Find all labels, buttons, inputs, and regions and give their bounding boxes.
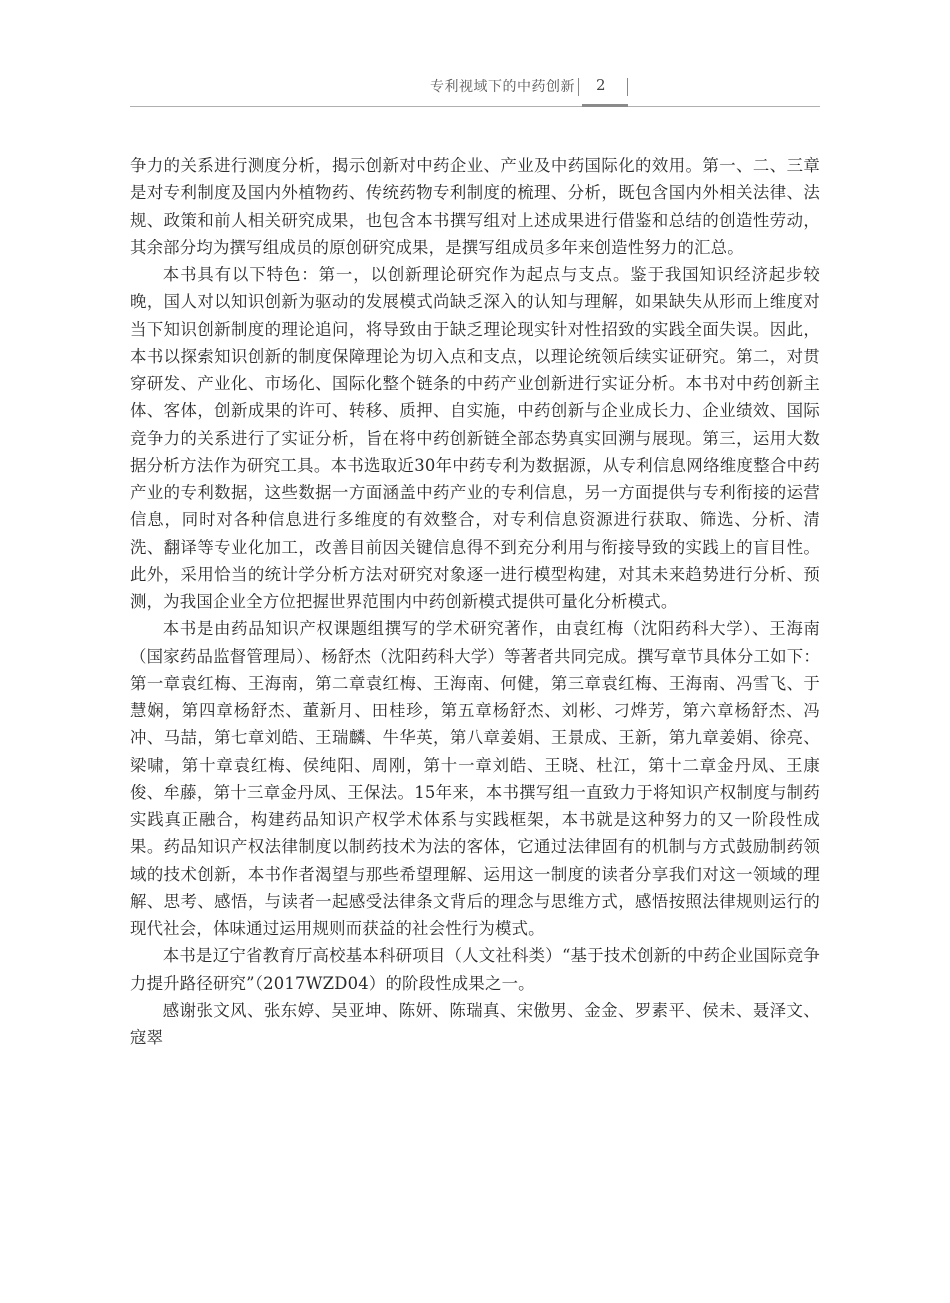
header-divider-right (627, 78, 628, 96)
header-divider-left (578, 78, 579, 96)
header-rule-accent (582, 104, 628, 107)
page-number: 2 (596, 76, 606, 94)
paragraph-authors: 本书是由药品知识产权课题组撰写的学术研究著作，由袁红梅（沈阳药科大学）、王海南（国家药品监督管理局）、杨舒杰（沈阳药科大学）等著者共同完成。撰写章节具体分工如下：第一章袁红梅、王海南，第二章袁红梅、王海南、何健，第三章袁红梅、王海南、冯雪飞、于慧娴，第四章杨舒杰、董新月、田桂珍，第五章杨舒杰、刘彬、刁烨芳，第六章杨舒杰、冯冲、马喆，第七章刘皓、王瑞麟、牛华英，第八章姜娟、王景成、王新，第九章姜娟、徐亮、梁啸，第十章袁红梅、侯纯阳、周刚，第十一章刘皓、王晓、杜江，第十二章金丹凤、王康俊、牟藤，第十三章金丹凤、王保法。15年来，本书撰写组一直致力于将知识产权制度与制药实践真正融合，构建药品知识产权学术体系与实践框架，本书就是这种努力的又一阶段性成果。药品知识产权法律制度以制药技术为法的客体，它通过法律固有的机制与方式鼓励制药领域的技术创新，本书作者渴望与那些希望理解、运用这一制度的读者分享我们对这一领域的理解、思考、感悟，与读者一起感受法律条文背后的理念与思维方式，感悟按照法律规则运行的现代社会，体味通过运用规则而获益的社会性行为模式。 (130, 619, 820, 938)
header-rule (130, 106, 820, 107)
paragraph-continued: 争力的关系进行测度分析，揭示创新对中药企业、产业及中药国际化的效用。第一、二、三章是对专利制度及国内外植物药、传统药物专利制度的梳理、分析，既包含国内外相关法律、法规、政策和前人相关研究成果，也包含本书撰写组对上述成果进行借鉴和总结的创造性劳动，其余部分均为撰写组成员的原创研究成果，是撰写组成员多年来创造性努力的汇总。 (130, 156, 820, 257)
paragraph-acknowledgements: 感谢张文风、张东婷、吴亚坤、陈妍、陈瑞真、宋傲男、金金、罗素平、侯未、聂泽文、寇翠 (130, 1000, 820, 1047)
paragraph-funding: 本书是辽宁省教育厅高校基本科研项目（人文社科类）“基于技术创新的中药企业国际竞争力提升路径研究”（2017WZD04）的阶段性成果之一。 (130, 946, 820, 993)
running-header (130, 72, 820, 108)
running-header-title: 专利视域下的中药创新 (430, 79, 575, 95)
body-text (130, 152, 820, 1051)
paragraph-features: 本书具有以下特色：第一，以创新理论研究作为起点与支点。鉴于我国知识经济起步较晚，国人对以知识创新为驱动的发展模式尚缺乏深入的认知与理解，如果缺失从形而上维度对当下知识创新制度的理论追问，将导致由于缺乏理论现实针对性招致的实践全面失误。因此，本书以探索知识创新的制度保障理论为切入点和支点，以理论统领后续实证研究。第二，对贯穿研发、产业化、市场化、国际化整个链条的中药产业创新进行实证分析。本书对中药创新主体、客体，创新成果的许可、转移、质押、自实施，中药创新与企业成长力、企业绩效、国际竞争力的关系进行了实证分析，旨在将中药创新链全部态势真实回溯与展现。第三，运用大数据分析方法作为研究工具。本书选取近30年中药专利为数据源，从专利信息网络维度整合中药产业的专利数据，这些数据一方面涵盖中药产业的专利信息，另一方面提供与专利衔接的运营信息，同时对各种信息进行多维度的有效整合，对专利信息资源进行获取、筛选、分析、清洗、翻译等专业化加工，改善目前因关键信息得不到充分利用与衔接导致的实践上的盲目性。此外，采用恰当的统计学分析方法对研究对象逐一进行模型构建，对其未来趋势进行分析、预测，为我国企业全方位把握世界范围内中药创新模式提供可量化分析模式。 (130, 265, 820, 611)
